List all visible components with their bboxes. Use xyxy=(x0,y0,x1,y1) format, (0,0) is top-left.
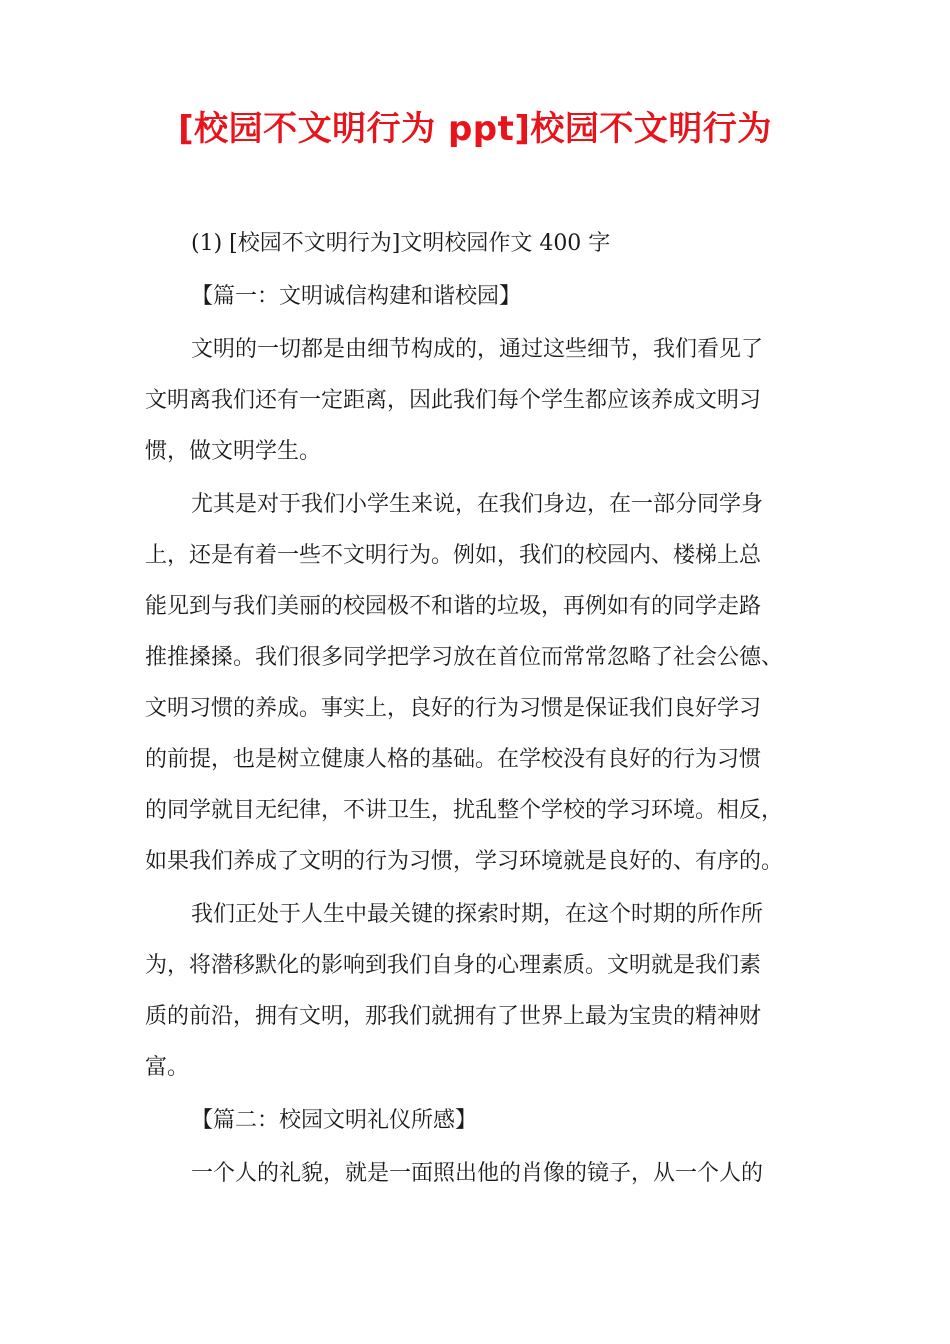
text-line: 的同学就目无纪律，不讲卫生，扰乱整个学校的学习环境。相反， xyxy=(145,798,784,823)
section-heading-2 xyxy=(145,1095,813,1146)
document-body xyxy=(145,218,813,1199)
text-line: 【篇一：文明诚信构建和谐校园】 xyxy=(191,284,522,309)
text-line: (1) [校园不文明行为]文明校园作文 400 字 xyxy=(191,231,611,256)
text-line: 质的前沿，拥有文明，那我们就拥有了世界上最为宝贵的精神财 xyxy=(145,1004,762,1029)
subheading-item-1 xyxy=(145,218,813,269)
document-title: [校园不文明行为 ppt]校园不文明行为 xyxy=(178,109,772,149)
text-line: 一个人的礼貌，就是一面照出他的肖像的镜子，从一个人的 xyxy=(191,1161,764,1186)
text-line: 推推搡搡。我们很多同学把学习放在首位而常常忽略了社会公德、 xyxy=(145,645,784,670)
text-line: 我们正处于人生中最关键的探索时期，在这个时期的所作所 xyxy=(191,902,764,927)
text-line: 如果我们养成了文明的行为习惯，学习环境就是良好的、有序的。 xyxy=(145,849,784,874)
paragraph-3 xyxy=(145,889,813,1093)
text-line: 上，还是有着一些不文明行为。例如，我们的校园内、楼梯上总 xyxy=(145,543,762,568)
text-line: 为，将潜移默化的影响到我们自身的心理素质。文明就是我们素 xyxy=(145,953,762,978)
section-heading-1 xyxy=(145,271,813,322)
text-line: 文明习惯的养成。事实上，良好的行为习惯是保证我们良好学习 xyxy=(145,696,762,721)
paragraph-1 xyxy=(145,324,813,477)
text-line: 【篇二：校园文明礼仪所感】 xyxy=(191,1108,478,1133)
text-line: 富。 xyxy=(145,1055,190,1080)
text-line: 文明离我们还有一定距离，因此我们每个学生都应该养成文明习 xyxy=(145,388,762,413)
text-line: 文明的一切都是由细节构成的，通过这些细节，我们看见了 xyxy=(191,337,764,362)
text-line: 尤其是对于我们小学生来说，在我们身边，在一部分同学身 xyxy=(191,492,764,517)
text-line: 能见到与我们美丽的校园极不和谐的垃圾，再例如有的同学走路 xyxy=(145,594,762,619)
paragraph-2 xyxy=(145,479,813,887)
paragraph-4 xyxy=(145,1148,813,1199)
text-line: 的前提，也是树立健康人格的基础。在学校没有良好的行为习惯 xyxy=(145,747,762,772)
text-line: 惯，做文明学生。 xyxy=(145,439,322,464)
